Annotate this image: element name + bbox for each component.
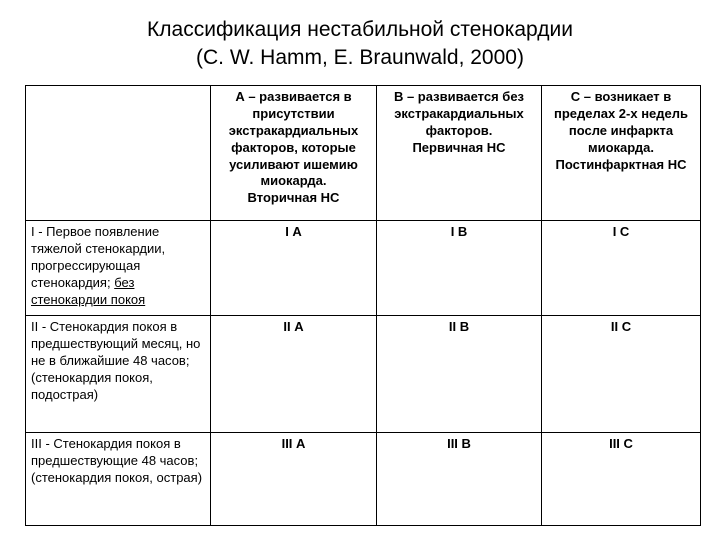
table-row-2	[26, 316, 701, 433]
header-a-desc: А – развивается в присутствии экстракардиальных факторов, которые усиливают ишемию миокарда.	[228, 89, 359, 189]
row-3-text: III - Стенокардия покоя в предшествующие 48 часов; (стенокардия покоя, острая)	[31, 436, 203, 485]
header-col-a	[211, 86, 377, 221]
cell-2b: II В	[377, 316, 542, 433]
header-row	[26, 86, 701, 221]
cell-2a: II А	[211, 316, 377, 433]
header-b-name: Первичная НС	[412, 139, 506, 155]
classification-table	[25, 85, 701, 526]
slide-title	[0, 16, 720, 73]
cell-1c: I С	[542, 221, 701, 316]
table-row-1	[26, 221, 701, 316]
cell-3c: III С	[542, 433, 701, 526]
row-1-text: I - Первое появление тяжелой стенокардии, прогрессирующая стенокардия;	[31, 224, 166, 290]
cell-3b: III В	[377, 433, 542, 526]
cell-3a: III А	[211, 433, 377, 526]
cell-1a: I А	[211, 221, 377, 316]
row-label-1	[26, 221, 211, 316]
cell-1b: I В	[377, 221, 542, 316]
header-a-name: Вторичная НС	[247, 190, 340, 206]
header-c-desc: С – возникает в пределах 2-х недель после инфаркта миокарда.	[553, 89, 689, 155]
header-col-c	[542, 86, 701, 221]
title-line-1: Классификация нестабильной стенокардии	[147, 18, 573, 41]
cell-2c: II С	[542, 316, 701, 433]
header-c-name: Постинфарктная НС	[555, 156, 687, 172]
corner-cell	[26, 86, 211, 221]
row-label-2	[26, 316, 211, 433]
header-col-b	[377, 86, 542, 221]
row-1-underlined-text: без стенокардии покоя	[31, 274, 146, 307]
row-2-text: II - Стенокардия покоя в предшествующий месяц, но не в ближайшие 48 часов; (стенокардия покоя, подострая)	[31, 319, 201, 402]
row-label-3	[26, 433, 211, 526]
table-row-3	[26, 433, 701, 526]
header-b-desc: В – развивается без экстракардиальных факторов.	[393, 89, 525, 138]
title-line-2: (С. W. Hamm, Е. Braunwald, 2000)	[196, 46, 524, 70]
